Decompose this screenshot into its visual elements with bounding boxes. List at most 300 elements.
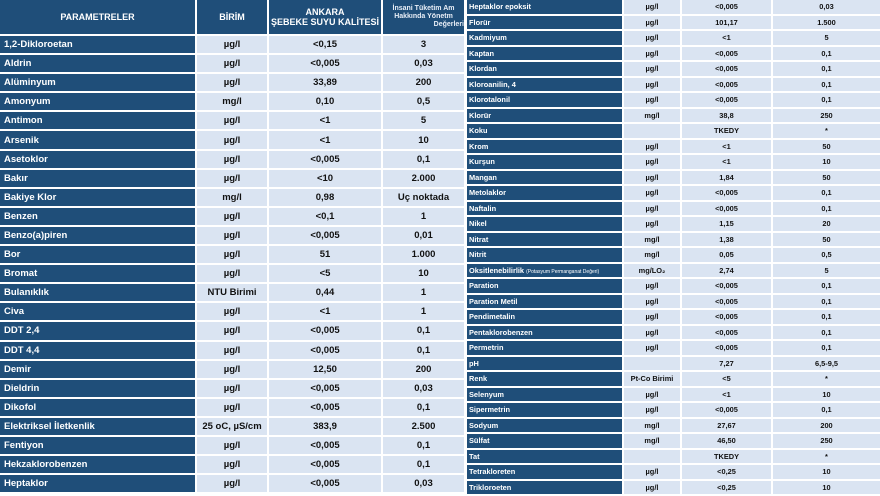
unit-cell: NTU Birimi [197,284,267,301]
table-row [467,93,880,107]
unit-cell: µg/l [197,151,267,168]
parameter-name-cell [467,217,622,231]
parameter-name-note: (Potasyum Permanganat Değeri) [526,268,600,275]
parameter-name-cell [0,418,195,435]
parameter-name-cell [0,342,195,359]
unit-cell: µg/l [197,456,267,473]
parameter-name-text: Tat [469,451,480,461]
regulation-limit-cell: 0,1 [383,399,464,416]
table-row [467,109,880,123]
right-parameter-table [465,0,880,496]
ankara-value-cell: <0,005 [269,322,381,339]
parameter-name-text: Dikofol [4,401,37,413]
ankara-value-cell: <1 [682,155,771,169]
ankara-value-cell: 12,50 [269,361,381,378]
ankara-value-cell: <0,005 [682,93,771,107]
ankara-value-cell: 2,74 [682,264,771,278]
parameter-name-text: Kadmiyum [469,33,507,43]
unit-cell: µg/l [197,265,267,282]
header-parameters: PARAMETRELER [0,0,195,34]
unit-cell: µg/l [624,62,680,76]
parameter-name-cell [467,62,622,76]
regulation-limit-cell: 1 [383,208,464,225]
parameter-name-cell [467,450,622,464]
unit-cell: µg/l [197,55,267,72]
ankara-value-cell: <0,005 [682,341,771,355]
parameter-name-cell [0,437,195,454]
header-regulation-limit [383,0,464,34]
ankara-value-cell: <5 [269,265,381,282]
unit-cell: µg/l [197,112,267,129]
parameter-name-cell [0,74,195,91]
regulation-limit-cell: 0,5 [383,93,464,110]
regulation-limit-cell: * [773,124,880,138]
regulation-limit-cell: 0,03 [383,380,464,397]
ankara-value-cell: <0,005 [682,62,771,76]
ankara-value-cell: <0,25 [682,481,771,495]
regulation-limit-cell: * [773,372,880,386]
table-row [467,450,880,464]
ankara-value-cell: <0,005 [269,55,381,72]
table-row [0,131,464,148]
parameter-name-text: Nitrat [469,234,489,244]
parameter-name-text: Kloroanilin, 4 [469,79,516,89]
parameter-name-text: Amonyum [4,96,51,108]
unit-cell: mg/l [624,248,680,262]
table-row [0,361,464,378]
parameter-name-text: Trikloroeten [469,482,512,492]
parameter-name-text: Antimon [4,115,43,127]
ankara-value-cell: 27,67 [682,419,771,433]
parameter-name-cell [0,246,195,263]
parameter-name-text: Heptaklor [4,478,48,490]
parameter-name-text: DDT 2,4 [4,325,40,337]
parameter-name-text: DDT 4,4 [4,344,40,356]
regulation-limit-cell: 0,1 [773,341,880,355]
parameter-name-text: 1,2-Dikloroetan [4,39,73,51]
parameter-name-text: Nitrit [469,250,487,260]
regulation-limit-cell: 0,01 [383,227,464,244]
parameter-name-text: Benzen [4,210,38,222]
header-ankara-line1: ANKARA [305,7,345,17]
parameter-name-cell [467,465,622,479]
table-row [467,403,880,417]
parameter-name-cell [0,322,195,339]
parameter-name-cell [467,155,622,169]
parameter-name-cell [467,310,622,324]
regulation-limit-cell: 0,1 [773,310,880,324]
table-row [0,322,464,339]
ankara-value-cell: 7,27 [682,357,771,371]
table-row [467,16,880,30]
ankara-value-cell: <1 [682,31,771,45]
regulation-limit-cell: 0,1 [773,279,880,293]
parameter-name-cell [467,403,622,417]
ankara-value-cell: 383,9 [269,418,381,435]
ankara-value-cell: <0,005 [269,342,381,359]
ankara-value-cell: <0,005 [682,279,771,293]
parameter-name-cell [0,265,195,282]
unit-cell: µg/l [197,437,267,454]
unit-cell: µg/l [624,78,680,92]
table-row [467,140,880,154]
ankara-value-cell: <0,005 [682,47,771,61]
parameter-name-text: Sodyum [469,420,499,430]
parameter-name-cell [0,361,195,378]
table-row [0,437,464,454]
ankara-value-cell: <0,005 [682,202,771,216]
regulation-limit-cell: 200 [383,361,464,378]
header-unit: BİRİM [197,0,267,34]
unit-cell: mg/l [197,189,267,206]
unit-cell: µg/l [197,36,267,53]
unit-cell: µg/l [624,93,680,107]
unit-cell: mg/l [624,109,680,123]
parameter-name-cell [0,55,195,72]
regulation-limit-cell: 1 [383,303,464,320]
table-row [467,279,880,293]
regulation-limit-cell: 0,1 [383,322,464,339]
regulation-limit-cell: 0,1 [773,403,880,417]
table-row [467,310,880,324]
ankara-value-cell: <0,005 [682,0,771,14]
regulation-limit-cell: 0,03 [773,0,880,14]
ankara-value-cell: <0,005 [269,399,381,416]
parameter-name-cell [467,264,622,278]
header-ankara-quality [269,0,381,34]
ankara-value-cell: <10 [269,170,381,187]
ankara-value-cell: <1 [269,303,381,320]
unit-cell: µg/l [197,475,267,492]
parameter-name-cell [467,481,622,495]
unit-cell: µg/l [624,326,680,340]
parameter-name-cell [467,0,622,14]
unit-cell: µg/l [624,31,680,45]
parameter-name-text: Heptaklor epoksit [469,2,532,12]
regulation-limit-cell: 0,1 [383,456,464,473]
parameter-name-cell [0,131,195,148]
parameter-name-text: Kaptan [469,48,495,58]
table-row [0,227,464,244]
parameter-name-text: Alüminyum [4,77,56,89]
regulation-limit-cell: 1 [383,284,464,301]
parameter-name-text: Nikel [469,219,487,229]
parameter-name-text: Metolaklor [469,188,506,198]
parameter-name-cell [0,303,195,320]
regulation-limit-cell: 2.000 [383,170,464,187]
ankara-value-cell: <0,005 [269,475,381,492]
ankara-value-cell: <1 [269,112,381,129]
table-row [467,217,880,231]
regulation-limit-cell: 50 [773,233,880,247]
parameter-name-text: Kurşun [469,157,495,167]
table-row [467,155,880,169]
regulation-limit-cell: 0,1 [773,47,880,61]
unit-cell: µg/l [624,155,680,169]
ankara-value-cell: <0,005 [682,326,771,340]
parameter-name-text: Bulanıklık [4,287,49,299]
ankara-value-cell: <0,005 [682,186,771,200]
unit-cell: µg/l [197,246,267,263]
ankara-value-cell: <0,005 [682,310,771,324]
ankara-value-cell: <0,25 [682,465,771,479]
parameter-name-text: Naftalin [469,203,497,213]
table-row [467,78,880,92]
regulation-limit-cell: * [773,450,880,464]
right-parameter-table-panel [467,0,880,496]
parameter-name-cell [467,326,622,340]
ankara-value-cell: <0,005 [269,437,381,454]
unit-cell: µg/l [624,403,680,417]
unit-cell: µg/l [197,380,267,397]
unit-cell [624,450,680,464]
table-row [467,0,880,14]
regulation-limit-cell: 1.000 [383,246,464,263]
table-row [467,295,880,309]
parameter-name-cell [0,93,195,110]
regulation-limit-cell: 0,03 [383,55,464,72]
table-row [467,31,880,45]
regulation-limit-cell: 0,03 [383,475,464,492]
regulation-limit-cell: 200 [773,419,880,433]
parameter-name-text: Mangan [469,172,497,182]
regulation-limit-cell: 250 [773,109,880,123]
unit-cell: mg/l [624,419,680,433]
parameter-name-cell [467,295,622,309]
unit-cell: µg/l [197,227,267,244]
header-limit-line3: Değerleri [433,21,464,28]
regulation-limit-cell: 0,5 [773,248,880,262]
ankara-value-cell: 33,89 [269,74,381,91]
parameter-name-cell [467,93,622,107]
ankara-value-cell: 51 [269,246,381,263]
parameter-name-cell [467,388,622,402]
table-row [0,208,464,225]
parameter-name-text: Bor [4,249,21,261]
parameter-name-cell [467,171,622,185]
table-row [467,264,880,278]
regulation-limit-cell: 1.500 [773,16,880,30]
parameter-name-text: Tetrakloreten [469,467,516,477]
unit-cell: mg/LO₂ [624,264,680,278]
parameter-name-cell [467,109,622,123]
parameter-name-text: Dieldrin [4,382,40,394]
parameter-name-cell [0,151,195,168]
regulation-limit-cell: 250 [773,434,880,448]
parameter-name-cell [467,233,622,247]
parameter-name-cell [467,186,622,200]
parameter-name-cell [0,189,195,206]
unit-cell: µg/l [624,186,680,200]
table-row [0,399,464,416]
table-row [467,62,880,76]
parameter-name-cell [467,16,622,30]
parameter-name-cell [0,170,195,187]
unit-cell: Pt-Co Birimi [624,372,680,386]
table-row [467,186,880,200]
parameter-name-text: Bakiye Klor [4,191,57,203]
ankara-value-cell: <0,1 [269,208,381,225]
ankara-value-cell: <1 [269,131,381,148]
parameter-name-text: Fentiyon [4,440,44,452]
table-row [0,74,464,91]
table-row [0,342,464,359]
unit-cell: µg/l [624,140,680,154]
ankara-value-cell: 0,05 [682,248,771,262]
parameter-name-text: Pendimetalin [469,312,515,322]
parameter-name-text: Demir [4,363,31,375]
parameter-name-cell [0,112,195,129]
regulation-limit-cell: 10 [773,388,880,402]
regulation-limit-cell: 6,5-9,5 [773,357,880,371]
regulation-limit-cell: 200 [383,74,464,91]
ankara-value-cell: <0,005 [269,151,381,168]
regulation-limit-cell: 0,1 [773,186,880,200]
regulation-limit-cell: 2.500 [383,418,464,435]
table-row [0,246,464,263]
ankara-value-cell: <1 [682,140,771,154]
unit-cell: µg/l [197,361,267,378]
ankara-value-cell: 0,98 [269,189,381,206]
table-row [0,189,464,206]
regulation-limit-cell: 0,1 [773,202,880,216]
parameter-name-cell [467,357,622,371]
table-row [467,465,880,479]
regulation-limit-cell: 0,1 [773,62,880,76]
unit-cell: µg/l [624,481,680,495]
regulation-limit-cell: 0,1 [773,326,880,340]
ankara-value-cell: 1,84 [682,171,771,185]
regulation-limit-cell: 50 [773,140,880,154]
ankara-value-cell: 46,50 [682,434,771,448]
table-row [0,380,464,397]
table-row [467,124,880,138]
ankara-value-cell: <0,005 [269,227,381,244]
parameter-name-text: Civa [4,306,25,318]
unit-cell: µg/l [624,202,680,216]
parameter-name-cell [467,78,622,92]
parameter-name-text: Oksitlenebilirlik [469,265,525,275]
ankara-value-cell: <0,15 [269,36,381,53]
unit-cell: µg/l [624,341,680,355]
table-row [0,55,464,72]
parameter-name-cell [0,208,195,225]
unit-cell: µg/l [624,465,680,479]
regulation-limit-cell: 50 [773,171,880,185]
table-row [467,372,880,386]
unit-cell: µg/l [197,131,267,148]
regulation-limit-cell: 0,1 [773,93,880,107]
regulation-limit-cell: 0,1 [383,437,464,454]
parameter-name-cell [0,284,195,301]
parameter-name-cell [467,202,622,216]
ankara-value-cell: 1,15 [682,217,771,231]
header-limit-line1: İnsani Tüketim Am [392,5,455,12]
unit-cell: µg/l [197,170,267,187]
regulation-limit-cell: 0,1 [383,151,464,168]
ankara-value-cell: TKEDY [682,450,771,464]
ankara-value-cell: TKEDY [682,124,771,138]
unit-cell: µg/l [197,74,267,91]
parameter-name-cell [467,47,622,61]
ankara-value-cell: <0,005 [682,78,771,92]
parameter-name-text: Bromat [4,268,38,280]
unit-cell [624,357,680,371]
regulation-limit-cell: 20 [773,217,880,231]
regulation-limit-cell: 10 [383,131,464,148]
table-row [0,284,464,301]
ankara-value-cell: 0,44 [269,284,381,301]
parameter-name-text: Sülfat [469,436,490,446]
ankara-value-cell: 0,10 [269,93,381,110]
unit-cell: µg/l [197,399,267,416]
table-row [0,418,464,435]
parameter-name-text: Hekzaklorobenzen [4,459,88,471]
parameter-name-text: Florür [469,17,491,27]
ankara-value-cell: <5 [682,372,771,386]
table-row [467,341,880,355]
parameter-name-text: Renk [469,374,488,384]
ankara-value-cell: 38,8 [682,109,771,123]
parameter-name-cell [467,279,622,293]
table-row [467,202,880,216]
parameter-name-text: Aldrin [4,58,32,70]
parameter-name-text: Paration Metil [469,296,518,306]
table-row [0,456,464,473]
parameter-name-cell [467,124,622,138]
regulation-limit-cell: 10 [773,481,880,495]
unit-cell: µg/l [624,279,680,293]
parameter-name-cell [0,475,195,492]
table-row [467,326,880,340]
unit-cell: µg/l [624,310,680,324]
parameter-name-text: Paration [469,281,499,291]
regulation-limit-cell: 5 [383,112,464,129]
ankara-value-cell: <0,005 [269,456,381,473]
parameter-name-cell [467,248,622,262]
regulation-limit-cell: 10 [773,155,880,169]
table-row [0,93,464,110]
unit-cell: µg/l [197,342,267,359]
table-row [0,303,464,320]
regulation-limit-cell: 5 [773,264,880,278]
table-row [0,112,464,129]
table-row [467,171,880,185]
unit-cell: µg/l [197,208,267,225]
unit-cell: µg/l [624,16,680,30]
parameter-name-text: Krom [469,141,489,151]
unit-cell: µg/l [624,0,680,14]
table-row [0,475,464,492]
unit-cell: µg/l [197,303,267,320]
parameter-name-cell [467,31,622,45]
regulation-limit-cell: 0,1 [383,342,464,359]
unit-cell: µg/l [624,388,680,402]
parameter-name-text: Bakır [4,172,28,184]
parameter-name-cell [0,380,195,397]
table-row [467,357,880,371]
table-row [0,151,464,168]
table-row [467,419,880,433]
parameter-name-cell [467,419,622,433]
parameter-name-text: Selenyum [469,389,504,399]
ankara-value-cell: <0,005 [269,380,381,397]
parameter-name-cell [467,372,622,386]
parameter-name-text: Klordan [469,64,497,74]
table-row [467,481,880,495]
parameter-name-text: Permetrin [469,343,504,353]
unit-cell: µg/l [624,295,680,309]
